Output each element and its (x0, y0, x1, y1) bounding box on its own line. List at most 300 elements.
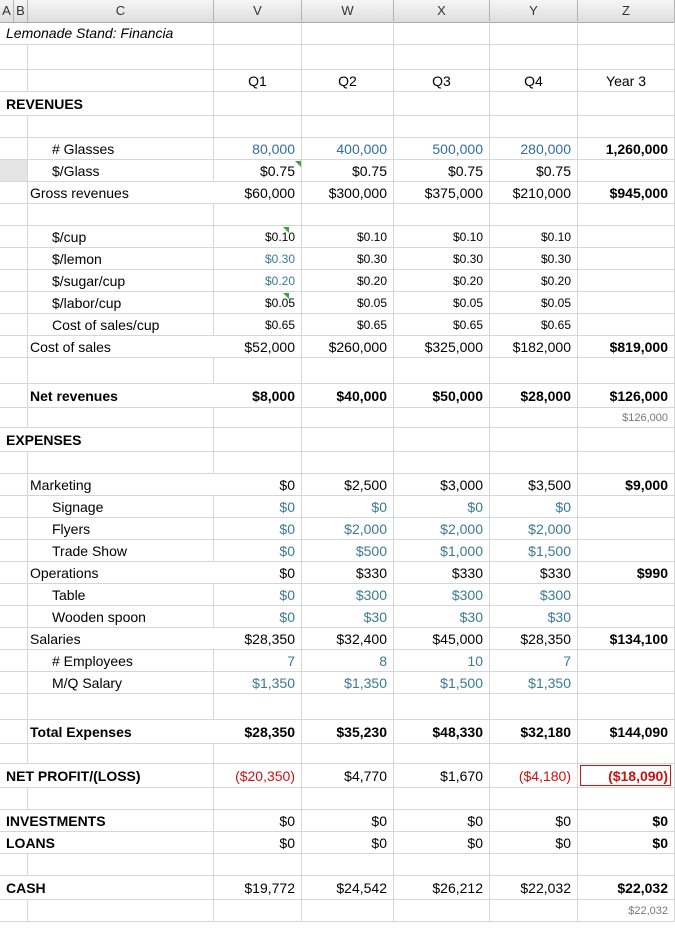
cell[interactable] (214, 92, 302, 115)
tradeshow-q1[interactable]: $0 (214, 540, 302, 561)
marketing-q1[interactable]: $0 (214, 474, 302, 495)
label-sugar[interactable]: $/sugar/cup (28, 270, 214, 291)
spoon-q2[interactable]: $30 (302, 606, 394, 627)
column-header-b[interactable]: B (14, 0, 28, 22)
cost-cup-q4[interactable]: $0.65 (490, 314, 578, 335)
glasses-q1[interactable]: 80,000 (214, 138, 302, 159)
cell[interactable] (28, 45, 214, 69)
label-lemon[interactable]: $/lemon (28, 248, 214, 269)
cell[interactable] (0, 540, 28, 561)
cell[interactable] (490, 22, 578, 44)
row-operations (0, 562, 675, 584)
cell[interactable] (394, 116, 490, 137)
investments-q4[interactable]: $0 (490, 810, 578, 831)
labor-q4[interactable]: $0.05 (490, 292, 578, 313)
loans-q1[interactable]: $0 (214, 832, 302, 853)
operations-q3[interactable]: $330 (394, 562, 490, 583)
label-per-glass[interactable]: $/Glass (28, 160, 214, 181)
spoon-q3[interactable]: $30 (394, 606, 490, 627)
cell[interactable] (394, 452, 490, 473)
glasses-q3[interactable]: 500,000 (394, 138, 490, 159)
cell[interactable] (0, 606, 28, 627)
blank-row (0, 358, 675, 384)
cell[interactable] (394, 694, 490, 719)
cell[interactable] (394, 22, 490, 44)
cost-sales-year[interactable]: $819,000 (578, 336, 675, 357)
sugar-q4[interactable]: $0.20 (490, 270, 578, 291)
cell[interactable] (0, 584, 28, 605)
cell[interactable] (578, 358, 675, 383)
cell[interactable] (578, 45, 675, 69)
label-salaries[interactable]: Salaries (30, 630, 81, 647)
cash-q4[interactable]: $22,032 (490, 876, 578, 899)
total-exp-q4[interactable]: $32,180 (490, 720, 578, 743)
net-rev-q3[interactable]: $50,000 (394, 384, 490, 407)
cell[interactable] (0, 854, 28, 875)
signage-q4[interactable]: $0 (490, 496, 578, 517)
loans-label[interactable]: LOANS (0, 832, 214, 853)
per-glass-q2[interactable]: $0.75 (302, 160, 394, 181)
cell[interactable] (302, 408, 394, 427)
sugar-q1[interactable]: $0.20 (214, 270, 302, 291)
signage-q2[interactable]: $0 (302, 496, 394, 517)
gross-q2[interactable]: $300,000 (302, 182, 394, 203)
cell[interactable] (0, 70, 28, 91)
cell[interactable] (28, 900, 214, 921)
gross-q4[interactable]: $210,000 (490, 182, 578, 203)
tradeshow-q2[interactable]: $500 (302, 540, 394, 561)
cell[interactable] (0, 384, 28, 407)
employees-q4[interactable]: 7 (490, 650, 578, 671)
mq-salary-q3[interactable]: $1,500 (394, 672, 490, 693)
cell[interactable] (214, 744, 302, 763)
marketing-q2[interactable]: $2,500 (302, 474, 394, 495)
cell[interactable] (0, 336, 28, 357)
cost-cup-q3[interactable]: $0.65 (394, 314, 490, 335)
label-signage[interactable]: Signage (28, 496, 214, 517)
label-operations[interactable]: Operations (30, 564, 99, 581)
row-wooden-spoon (0, 606, 675, 628)
operations-q4[interactable]: $330 (490, 562, 578, 583)
label-cost-sales[interactable]: Cost of sales (30, 338, 111, 355)
row-investments (0, 810, 675, 832)
cell[interactable] (394, 900, 490, 921)
cell[interactable] (0, 518, 28, 539)
net-rev-q1[interactable]: $8,000 (214, 384, 302, 407)
per-glass-year[interactable] (578, 160, 675, 181)
cell[interactable] (578, 452, 675, 473)
cell[interactable] (490, 408, 578, 427)
signage-q3[interactable]: $0 (394, 496, 490, 517)
row-employees (0, 650, 675, 672)
marketing-q4[interactable]: $3,500 (490, 474, 578, 495)
label-wooden-spoon[interactable]: Wooden spoon (28, 606, 214, 627)
row-lemon (0, 248, 675, 270)
cell[interactable] (0, 720, 28, 743)
flyers-q4[interactable]: $2,000 (490, 518, 578, 539)
cell[interactable] (490, 744, 578, 763)
cell[interactable] (0, 45, 28, 69)
gross-q3[interactable]: $375,000 (394, 182, 490, 203)
cell[interactable] (0, 248, 28, 269)
cell[interactable] (0, 204, 28, 225)
cell[interactable] (214, 45, 302, 69)
cell[interactable] (490, 428, 578, 451)
label-total-expenses[interactable]: Total Expenses (30, 723, 132, 740)
cash-year[interactable]: $22,032 (578, 876, 675, 899)
label-labor[interactable]: $/labor/cup (28, 292, 214, 313)
salaries-q1[interactable]: $28,350 (214, 628, 302, 649)
cell[interactable] (578, 314, 675, 335)
cell[interactable] (0, 788, 28, 809)
cell[interactable] (0, 452, 28, 473)
per-glass-q1[interactable]: $0.75 (214, 160, 302, 181)
marketing-year[interactable]: $9,000 (578, 474, 675, 495)
cell[interactable] (578, 204, 675, 225)
column-header-x[interactable]: X (394, 0, 490, 22)
employees-q1[interactable]: 7 (214, 650, 302, 671)
labor-q1[interactable]: $0.05 (214, 292, 302, 313)
cell[interactable] (578, 292, 675, 313)
flyers-q3[interactable]: $2,000 (394, 518, 490, 539)
employees-q2[interactable]: 8 (302, 650, 394, 671)
cell[interactable] (490, 452, 578, 473)
label-flyers[interactable]: Flyers (28, 518, 214, 539)
cell[interactable] (394, 204, 490, 225)
cell[interactable] (302, 452, 394, 473)
cell[interactable] (578, 584, 675, 605)
label-net-revenues[interactable]: Net revenues (30, 387, 118, 404)
signage-q1[interactable]: $0 (214, 496, 302, 517)
cell[interactable] (578, 540, 675, 561)
label-glasses[interactable]: # Glasses (28, 138, 214, 159)
row-cost-sales (0, 336, 675, 358)
net-rev-q4[interactable]: $28,000 (490, 384, 578, 407)
comment-marker (283, 293, 289, 299)
section-revenues (0, 92, 675, 116)
cell[interactable] (0, 408, 28, 427)
cell[interactable] (302, 428, 394, 451)
total-exp-q1[interactable]: $28,350 (214, 720, 302, 743)
cell[interactable] (214, 452, 302, 473)
cell[interactable] (0, 474, 28, 495)
net-profit-q2[interactable]: $4,770 (302, 764, 394, 787)
cell[interactable] (0, 628, 28, 649)
lemon-q1[interactable]: $0.30 (214, 248, 302, 269)
total-exp-q3[interactable]: $48,330 (394, 720, 490, 743)
net-profit-year[interactable]: ($18,090) (578, 764, 675, 787)
title-row (0, 22, 675, 45)
total-exp-year[interactable]: $144,090 (578, 720, 675, 743)
cell[interactable] (578, 650, 675, 671)
cell[interactable] (28, 204, 214, 225)
cell[interactable] (0, 270, 28, 291)
table-q2[interactable]: $300 (302, 584, 394, 605)
salaries-q3[interactable]: $45,000 (394, 628, 490, 649)
cup-q1[interactable]: $0.10 (214, 226, 302, 247)
cash-q1[interactable]: $19,772 (214, 876, 302, 899)
investments-q2[interactable]: $0 (302, 810, 394, 831)
cost-cup-q1[interactable]: $0.65 (214, 314, 302, 335)
expenses-label[interactable]: EXPENSES (0, 428, 214, 451)
cell[interactable] (394, 854, 490, 875)
mq-salary-q1[interactable]: $1,350 (214, 672, 302, 693)
tradeshow-q3[interactable]: $1,000 (394, 540, 490, 561)
per-glass-q3[interactable]: $0.75 (394, 160, 490, 181)
row-gross (0, 182, 675, 204)
cell[interactable] (0, 650, 28, 671)
total-exp-q2[interactable]: $35,230 (302, 720, 394, 743)
loans-year[interactable]: $0 (578, 832, 675, 853)
net-profit-q4[interactable]: ($4,180) (490, 764, 578, 787)
label-gross[interactable]: Gross revenues (30, 184, 129, 201)
cell[interactable] (578, 518, 675, 539)
sugar-q2[interactable]: $0.20 (302, 270, 394, 291)
cell[interactable] (302, 45, 394, 69)
cell[interactable] (578, 694, 675, 719)
cell[interactable] (394, 358, 490, 383)
cell[interactable] (490, 45, 578, 69)
flyers-q2[interactable]: $2,000 (302, 518, 394, 539)
cell[interactable] (28, 116, 214, 137)
header-q2[interactable]: Q2 (302, 70, 394, 91)
cell[interactable] (214, 116, 302, 137)
cell[interactable] (28, 70, 214, 91)
cell[interactable] (490, 92, 578, 115)
salaries-q4[interactable]: $28,350 (490, 628, 578, 649)
cell[interactable] (28, 694, 214, 719)
row-total-expenses (0, 720, 675, 744)
cell[interactable] (578, 92, 675, 115)
cell[interactable] (490, 788, 578, 809)
cell[interactable] (578, 116, 675, 137)
glasses-year[interactable]: 1,260,000 (578, 138, 675, 159)
cell[interactable] (0, 138, 28, 159)
label-marketing[interactable]: Marketing (30, 476, 92, 493)
cost-cup-q2[interactable]: $0.65 (302, 314, 394, 335)
marketing-q3[interactable]: $3,000 (394, 474, 490, 495)
loans-q2[interactable]: $0 (302, 832, 394, 853)
cell[interactable] (28, 408, 214, 427)
cell[interactable] (28, 854, 214, 875)
quarter-header-row (0, 70, 675, 92)
net-rev-year[interactable]: $126,000 (578, 384, 675, 407)
gross-q1[interactable]: $60,000 (214, 182, 302, 203)
table-q4[interactable]: $300 (490, 584, 578, 605)
cell[interactable] (302, 204, 394, 225)
row-mq-salary (0, 672, 675, 694)
cell[interactable] (302, 694, 394, 719)
cell[interactable] (302, 854, 394, 875)
per-glass-q4[interactable]: $0.75 (490, 160, 578, 181)
comment-marker (295, 161, 301, 167)
cell[interactable] (302, 22, 394, 44)
table-q1[interactable]: $0 (214, 584, 302, 605)
cell[interactable] (214, 788, 302, 809)
cell[interactable] (214, 358, 302, 383)
gross-year[interactable]: $945,000 (578, 182, 675, 203)
title-cell[interactable]: Lemonade Stand: Financia (0, 22, 214, 44)
cell[interactable] (490, 694, 578, 719)
operations-q1[interactable]: $0 (214, 562, 302, 583)
cell[interactable] (0, 496, 28, 517)
mq-salary-q4[interactable]: $1,350 (490, 672, 578, 693)
cell[interactable] (214, 204, 302, 225)
cell[interactable] (214, 428, 302, 451)
cell[interactable] (578, 672, 675, 693)
label-cost-cup[interactable]: Cost of sales/cup (28, 314, 214, 335)
cash-label[interactable]: CASH (0, 876, 214, 899)
cup-q3[interactable]: $0.10 (394, 226, 490, 247)
cash-q2[interactable]: $24,542 (302, 876, 394, 899)
cell[interactable] (578, 428, 675, 451)
cell[interactable] (214, 694, 302, 719)
cell[interactable] (0, 314, 28, 335)
cell[interactable] (302, 788, 394, 809)
cell[interactable] (214, 22, 302, 44)
tradeshow-q4[interactable]: $1,500 (490, 540, 578, 561)
label-table[interactable]: Table (28, 584, 214, 605)
cost-sales-q3[interactable]: $325,000 (394, 336, 490, 357)
table-q3[interactable]: $300 (394, 584, 490, 605)
lemon-q2[interactable]: $0.30 (302, 248, 394, 269)
cost-sales-q2[interactable]: $260,000 (302, 336, 394, 357)
cell[interactable] (490, 900, 578, 921)
cell[interactable] (578, 270, 675, 291)
cell[interactable] (302, 92, 394, 115)
cost-sales-q4[interactable]: $182,000 (490, 336, 578, 357)
net-profit-label[interactable]: NET PROFIT/(LOSS) (0, 764, 214, 787)
investments-q3[interactable]: $0 (394, 810, 490, 831)
cell[interactable] (0, 900, 28, 921)
cell[interactable] (0, 562, 28, 583)
cell[interactable] (214, 408, 302, 427)
column-header-c[interactable]: C (28, 0, 214, 22)
labor-q2[interactable]: $0.05 (302, 292, 394, 313)
cell[interactable] (490, 854, 578, 875)
operations-year[interactable]: $990 (578, 562, 675, 583)
glasses-q2[interactable]: 400,000 (302, 138, 394, 159)
header-q1[interactable]: Q1 (214, 70, 302, 91)
lemon-q4[interactable]: $0.30 (490, 248, 578, 269)
label-employees[interactable]: # Employees (28, 650, 214, 671)
net-profit-q1[interactable]: ($20,350) (214, 764, 302, 787)
label-trade-show[interactable]: Trade Show (28, 540, 214, 561)
row-salaries (0, 628, 675, 650)
employees-q3[interactable]: 10 (394, 650, 490, 671)
cell[interactable] (578, 606, 675, 627)
cell[interactable] (578, 248, 675, 269)
cell[interactable] (394, 428, 490, 451)
column-header-v[interactable]: V (214, 0, 302, 22)
label-mq-salary[interactable]: M/Q Salary (28, 672, 214, 693)
investments-year[interactable]: $0 (578, 810, 675, 831)
loans-q4[interactable]: $0 (490, 832, 578, 853)
column-header-w[interactable]: W (302, 0, 394, 22)
cash-q3[interactable]: $26,212 (394, 876, 490, 899)
cell[interactable] (0, 226, 28, 247)
sugar-q3[interactable]: $0.20 (394, 270, 490, 291)
column-header-a[interactable]: A (0, 0, 14, 22)
investments-q1[interactable]: $0 (214, 810, 302, 831)
mq-salary-q2[interactable]: $1,350 (302, 672, 394, 693)
cell[interactable] (578, 22, 675, 44)
spoon-q4[interactable]: $30 (490, 606, 578, 627)
cell[interactable] (394, 788, 490, 809)
cell[interactable] (302, 358, 394, 383)
net-rev-q2[interactable]: $40,000 (302, 384, 394, 407)
operations-q2[interactable]: $330 (302, 562, 394, 583)
glasses-q4[interactable]: 280,000 (490, 138, 578, 159)
row-trade-show (0, 540, 675, 562)
cup-q2[interactable]: $0.10 (302, 226, 394, 247)
header-q4[interactable]: Q4 (490, 70, 578, 91)
column-header-y[interactable]: Y (490, 0, 578, 22)
flyers-q1[interactable]: $0 (214, 518, 302, 539)
cell[interactable] (394, 408, 490, 427)
cell[interactable] (302, 900, 394, 921)
cell[interactable] (394, 744, 490, 763)
row-glasses (0, 138, 675, 160)
cell[interactable] (0, 694, 28, 719)
cell[interactable] (0, 182, 28, 203)
cell[interactable] (490, 358, 578, 383)
net-profit-q3[interactable]: $1,670 (394, 764, 490, 787)
cell[interactable] (28, 452, 214, 473)
row-cash (0, 876, 675, 900)
cell[interactable] (578, 226, 675, 247)
salaries-q2[interactable]: $32,400 (302, 628, 394, 649)
cell[interactable] (578, 788, 675, 809)
cell[interactable] (0, 672, 28, 693)
lemon-q3[interactable]: $0.30 (394, 248, 490, 269)
labor-q3[interactable]: $0.05 (394, 292, 490, 313)
salaries-year[interactable]: $134,100 (578, 628, 675, 649)
cell[interactable] (0, 292, 28, 313)
cell[interactable] (302, 116, 394, 137)
row-loans (0, 832, 675, 854)
cell[interactable] (214, 854, 302, 875)
label-cup[interactable]: $/cup (28, 226, 214, 247)
header-q3[interactable]: Q3 (394, 70, 490, 91)
cell[interactable] (394, 45, 490, 69)
cell[interactable] (0, 116, 28, 137)
cell[interactable] (578, 854, 675, 875)
cell[interactable] (394, 92, 490, 115)
cell[interactable] (214, 900, 302, 921)
cell[interactable] (578, 744, 675, 763)
cell[interactable] (28, 358, 214, 383)
loans-q3[interactable]: $0 (394, 832, 490, 853)
cup-q4[interactable]: $0.10 (490, 226, 578, 247)
header-year3[interactable]: Year 3 (578, 70, 675, 91)
cost-sales-q1[interactable]: $52,000 (214, 336, 302, 357)
cell[interactable] (490, 204, 578, 225)
cell[interactable] (578, 496, 675, 517)
cell[interactable] (0, 160, 28, 181)
cell[interactable] (0, 744, 28, 763)
cell[interactable] (490, 116, 578, 137)
revenues-label[interactable]: REVENUES (0, 92, 214, 115)
column-header-z[interactable]: Z (578, 0, 675, 22)
spoon-q1[interactable]: $0 (214, 606, 302, 627)
cell[interactable] (28, 744, 214, 763)
investments-label[interactable]: INVESTMENTS (0, 810, 214, 831)
cell[interactable] (0, 358, 28, 383)
cell[interactable] (302, 744, 394, 763)
cell[interactable] (28, 788, 214, 809)
comment-marker (283, 227, 289, 233)
